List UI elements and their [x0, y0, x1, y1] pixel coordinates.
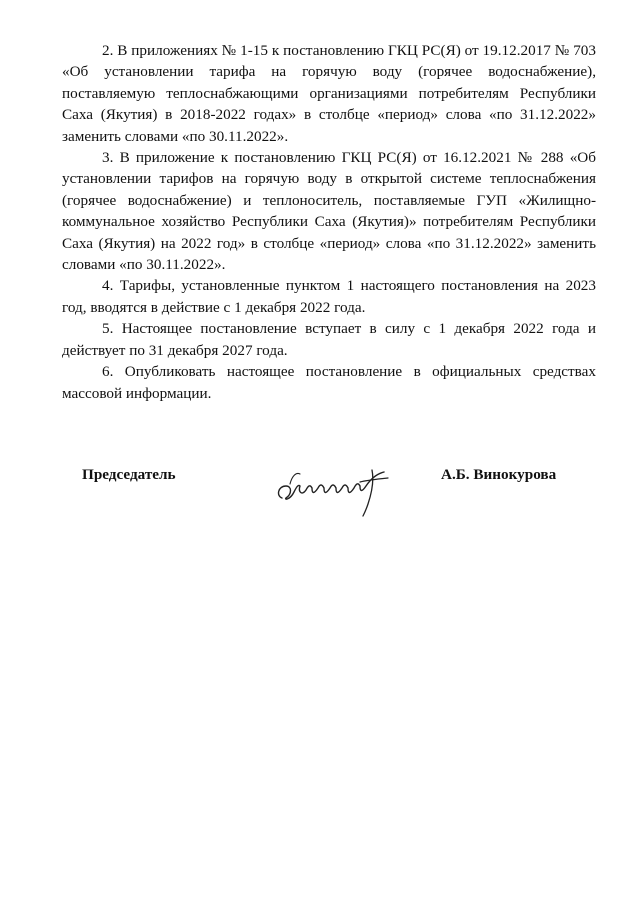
paragraph-2: 2. В приложениях № 1-15 к постановлению ГКЦ РС(Я) от 19.12.2017 № 703 «Об установлении тарифа на горячую воду (горячее водоснабжение), поставляемую теплоснабжающими организациями потребителям Республики Саха (Якутия) в 2018-2022 годах» в столбце «период» слова «по 31.12.2022» заменить словами «по 30.11.2022».: [62, 42, 596, 145]
paragraph-4: 4. Тарифы, установленные пунктом 1 настоящего постановления на 2023 год, вводятся в действие с 1 декабря 2022 года.: [62, 277, 596, 316]
signatory-title: Председатель: [82, 466, 176, 483]
paragraph-5: 5. Настоящее постановление вступает в силу с 1 декабря 2022 года и действует по 31 декабря 2027 года.: [62, 320, 596, 359]
signatory-name: А.Б. Винокурова: [441, 466, 557, 483]
paragraph-6: 6. Опубликовать настоящее постановление в официальных средствах массовой информации.: [62, 363, 596, 402]
signature-block: [0, 462, 640, 522]
paragraph-3: 3. В приложение к постановлению ГКЦ РС(Я) от 16.12.2021 № 288 «Об установлении тарифов на горячую воду в открытой системе теплоснабжения (горячее водоснабжение) и теплоноситель, поставляемые ГУП «Жилищно-коммунальное хозяйство Республики Саха (Якутия)» потребителям Республики Саха (Якутия) на 2022 год» в столбце «период» слова «по 31.12.2022» заменить словами «по 30.11.2022».: [62, 149, 596, 274]
document-body: [62, 40, 596, 404]
handwritten-signature: [268, 462, 398, 518]
